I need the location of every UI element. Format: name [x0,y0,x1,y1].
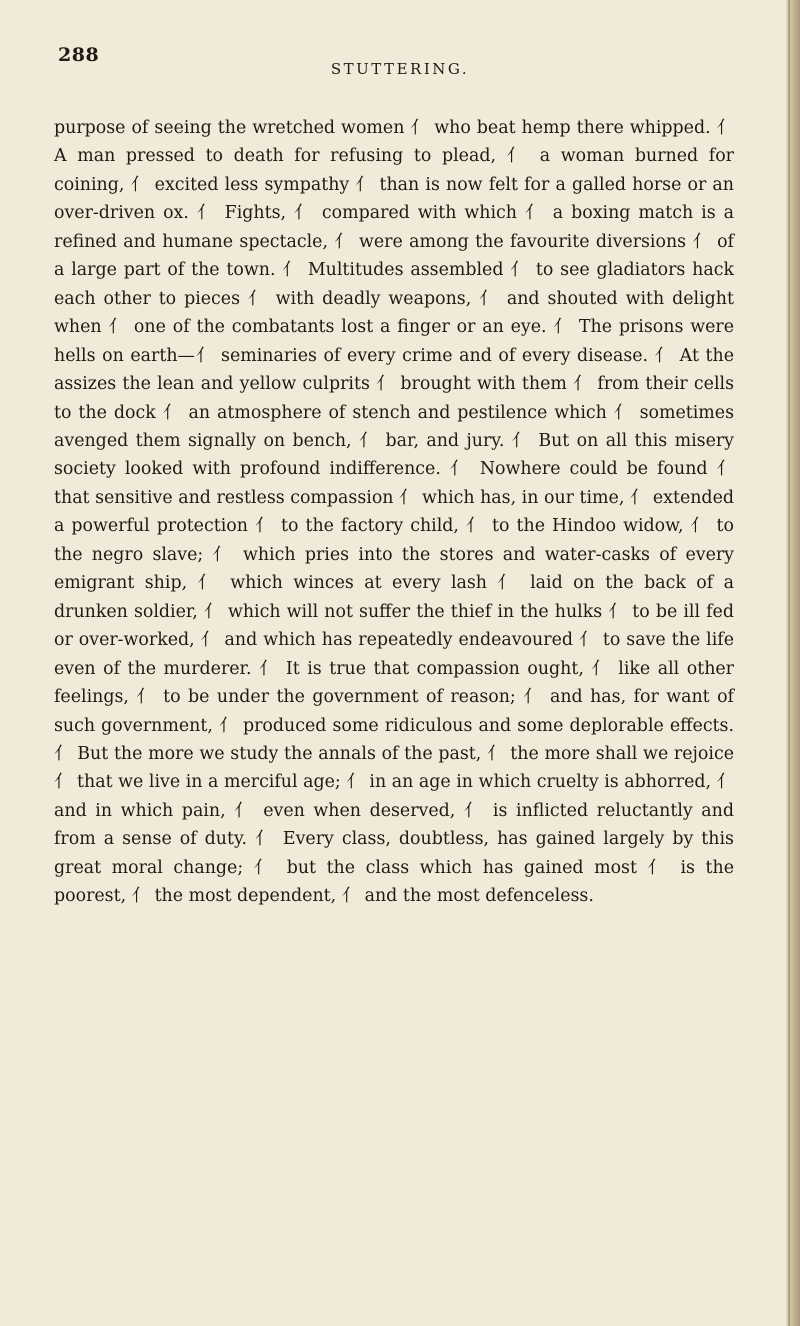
body-paragraph: purpose of seeing the wretched women ⺅ who beat hemp there whipped. ⺅ A man pressed to death for refusing to plead, ⺅ a woman burned for coining, ⺅ excited less sympathy ⺅ than is now felt for a galled horse or an over-driven ox. ⺅ Fights, ⺅ compared with which ⺅ a boxing match is a refined and humane spectacle, ⺅ were among the favourite diversions ⺅ of a large part of the town. ⺅ Multitudes assembled ⺅ to see gladiators hack each other to pieces ⺅ with deadly weapons, ⺅ and shouted with delight when ⺅ one of the combatants lost a finger or an eye. ⺅ The prisons were hells on earth—⺅ seminaries of every crime and of every disease. ⺅ At the assizes the lean and yellow culprits ⺅ brought with them ⺅ from their cells to the dock ⺅ an atmosphere of stench and pestilence which ⺅ sometimes avenged them signally on bench, ⺅ bar, and jury. ⺅ But on all this misery society looked with profound indifference. ⺅ Nowhere could be found ⺅ that sensitive and restless compassion ⺅ which has, in our time, ⺅ extended a powerful protection ⺅ to the factory child, ⺅ to the Hindoo widow, ⺅ to the negro slave; ⺅ which pries into the stores and water-casks of every emigrant ship, ⺅ which winces at every lash ⺅ laid on the back of a drunken soldier, ⺅ which will not suffer the thief in the hulks ⺅ to be ill fed or over-worked, ⺅ and which has repeatedly endeavoured ⺅ to save the life even of the murderer. ⺅ It is true that compassion ought, ⺅ like all other feelings, ⺅ to be under the government of reason; ⺅ and has, for want of such government, ⺅ produced some ridiculous and some deplorable effects. ⺅ But the more we study the annals of the past, ⺅ the more shall we rejoice ⺅ that we live in a merciful age; ⺅ in an age in which cruelty is abhorred, ⺅ and in which pain, ⺅ even when deserved, ⺅ is inflicted reluctantly and from a sense of duty. ⺅ Every class, doubtless, has gained largely by this great moral change; ⺅ but the class which has gained most ⺅ is the poorest, ⺅ the most dependent, ⺅ and the most defenceless. [54,118,734,907]
page-number: 288 [58,44,100,66]
running-head: STUTTERING. [330,60,470,78]
page-binding-line [788,0,790,1326]
